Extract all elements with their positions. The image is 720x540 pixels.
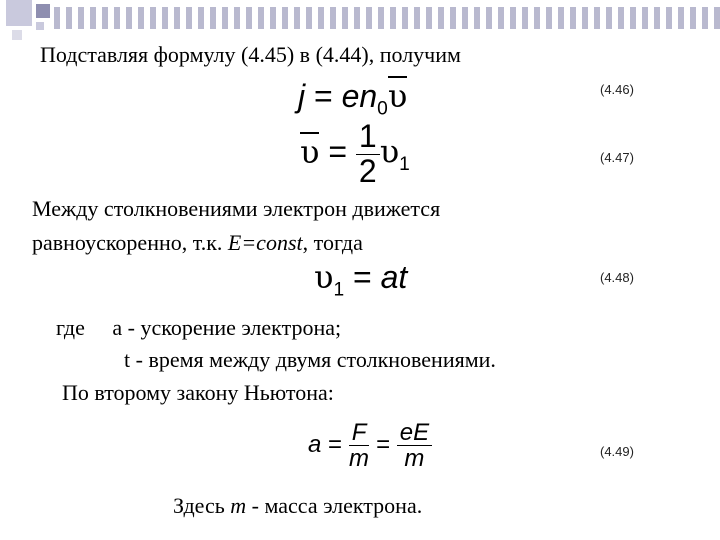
eq449-f1-denominator: m [349,445,370,473]
eq446-v-bar: υ [387,77,408,115]
equation-4-47 [300,120,410,188]
where-line-1: где а - ускорение электрона; [56,315,342,340]
decor-square-left [12,30,22,40]
eq446-e: e [341,78,360,114]
eq447-equals: = [328,133,348,170]
decor-square-large [6,0,32,26]
paragraph-line-2-italic: E=const [227,230,303,255]
eq448-v: υ [314,258,334,296]
eq447-denominator: 2 [358,152,377,189]
paragraph-line-2-post: , тогда [302,230,363,255]
eq447-v1-sub: 1 [399,153,410,175]
where-line-2: t - время между двумя столкновениями. [124,347,496,372]
decor-square-tiny [36,22,44,30]
eq446-n: n [359,78,378,114]
eq449-fraction-2 [397,420,432,471]
eq449-f2-numerator: eE [397,420,432,446]
eq449-equals-1: = [328,431,343,459]
eq449-equals-2: = [376,431,391,459]
equation-number-4-48: (4.48) [600,270,634,285]
eq446-lhs: j [298,78,306,114]
paragraph-line-2-pre: равноускоренно, т.к. [32,230,228,255]
eq449-f2-denominator: m [404,445,425,473]
paragraph-line-1: Между столкновениями электрон движется [32,196,441,221]
eq449-fraction-1 [349,420,370,471]
eq446-equals: = [314,78,333,114]
paragraph-line-2 [32,230,363,256]
decor-square-small [36,4,50,18]
equation-number-4-46: (4.46) [600,82,634,97]
newton-line: По второму закону Ньютона: [62,380,334,405]
closing-line [173,493,422,519]
closing-line-post: - масса электрона. [246,493,423,518]
eq448-v-sub: 1 [333,279,345,301]
closing-line-italic: m [230,493,247,518]
equation-number-4-47: (4.47) [600,150,634,165]
intro-line: Подставляя формулу (4.45) в (4.44), получим [40,42,461,67]
slide-header-decoration [0,0,720,30]
equation-number-4-49: (4.49) [600,444,634,459]
eq448-equals: = [353,259,372,295]
equation-4-48 [314,258,407,301]
eq449-a: a [308,431,322,459]
eq448-rhs: at [380,259,408,295]
eq447-v1: υ [379,132,400,171]
closing-line-pre: Здесь [173,493,231,518]
eq446-n-sub: 0 [377,98,388,120]
eq447-fraction [356,120,380,188]
equation-4-46 [298,76,407,120]
eq447-numerator: 1 [356,120,380,155]
eq447-v-bar: υ [300,132,320,171]
eq449-f1-numerator: F [349,420,370,446]
equation-4-49 [308,420,432,471]
decor-striped-bar [54,7,720,29]
